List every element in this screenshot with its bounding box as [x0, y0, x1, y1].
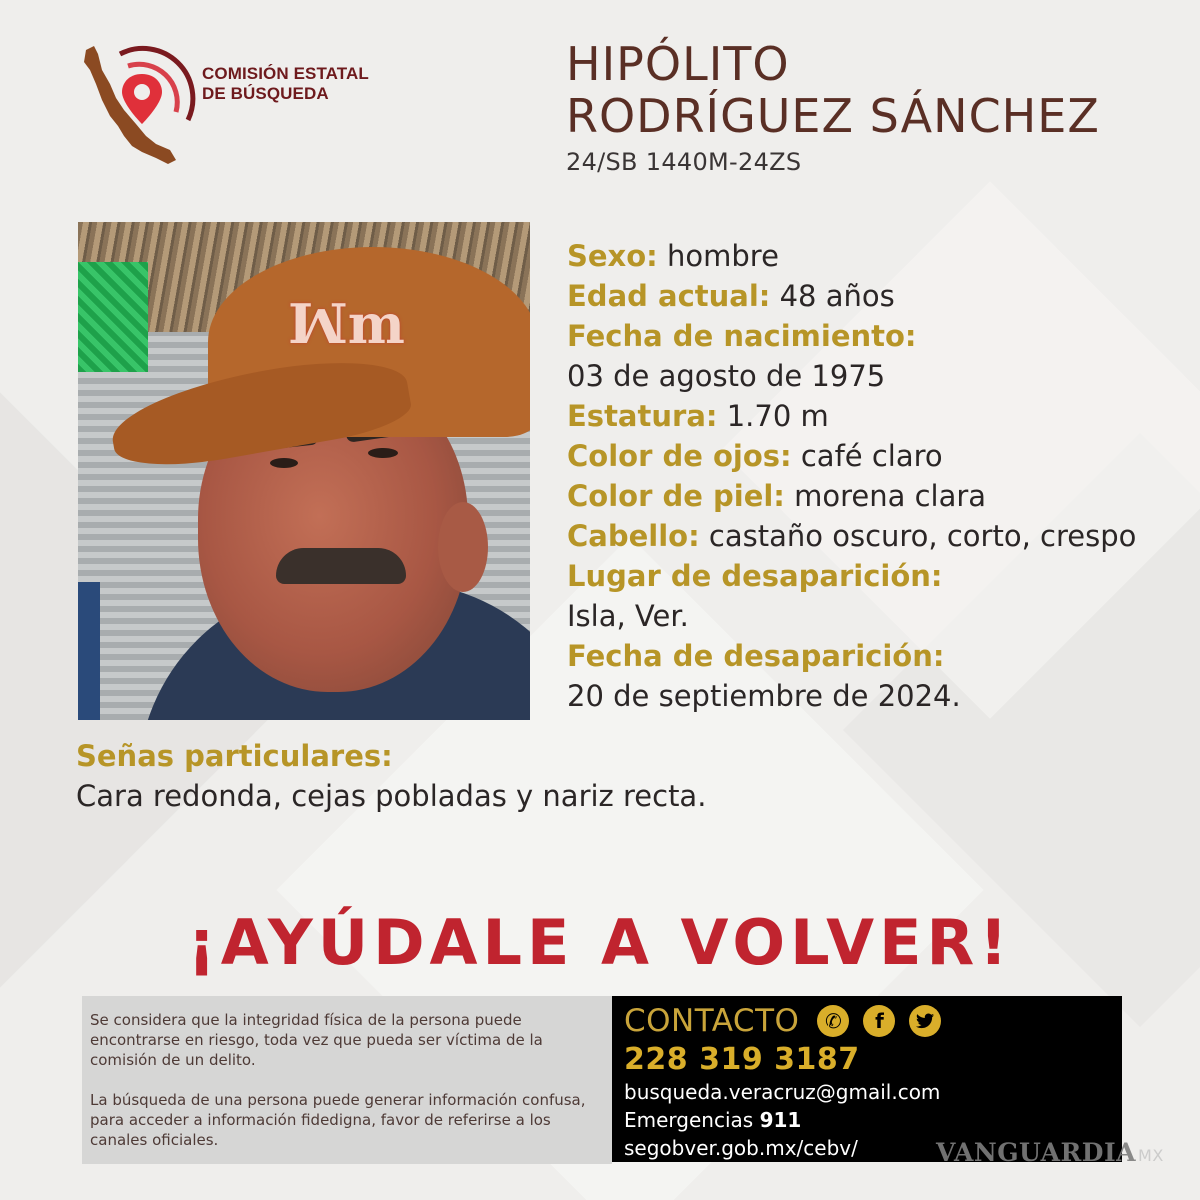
organization-logo — [80, 40, 410, 170]
detail-hair: Cabello: castaño oscuro, corto, crespo — [567, 519, 1137, 553]
person-name-header — [566, 38, 1100, 176]
detail-age: Edad actual: 48 años — [567, 279, 895, 313]
detail-disappearance-place-value: Isla, Ver. — [567, 599, 689, 633]
veracruz-map-pin-icon — [80, 40, 200, 170]
contact-title: CONTACTO — [624, 1003, 800, 1039]
contact-phone-number[interactable]: 228 319 3187 — [624, 1042, 860, 1077]
detail-disappearance-date-value: 20 de septiembre de 2024. — [567, 679, 961, 713]
watermark: VANGUARDIA MX — [936, 1138, 1164, 1167]
detail-birthdate-label: Fecha de nacimiento: — [567, 319, 917, 353]
detail-sex: Sexo: hombre — [567, 239, 779, 273]
missing-person-photo: ꟽm — [78, 222, 530, 720]
person-last-names: RODRÍGUEZ SÁNCHEZ — [566, 89, 1100, 143]
emergency-line: Emergencias 911 — [624, 1108, 802, 1132]
detail-disappearance-date-label: Fecha de desaparición: — [567, 639, 945, 673]
contact-website[interactable]: segobver.gob.mx/cebv/ — [624, 1136, 858, 1160]
contact-email[interactable]: busqueda.veracruz@gmail.com — [624, 1080, 941, 1104]
facebook-icon[interactable]: f — [863, 1005, 895, 1037]
twitter-bird-glyph — [916, 1013, 934, 1029]
disclaimer-paragraph: La búsqueda de una persona puede generar información confusa, para acceder a información fidedigna, favor de referirse a los canales oficiales. — [90, 1091, 586, 1149]
slogan-heading: ¡AYÚDALE A VOLVER! — [187, 906, 1013, 979]
distinguishing-marks-label: Señas particulares: — [76, 739, 393, 773]
person-first-name: HIPÓLITO — [566, 37, 790, 91]
disclaimer-paragraph: Se considera que la integridad física de la persona puede encontrarse en riesgo, toda vez que pueda ser víctima de la comisión de un delito. — [90, 1011, 543, 1069]
contact-header — [624, 1000, 1122, 1042]
organization-name: COMISIÓN ESTATAL DE BÚSQUEDA — [202, 64, 369, 103]
person-details — [567, 236, 1187, 716]
disclaimer-box — [82, 996, 612, 1164]
emergency-number[interactable]: 911 — [759, 1108, 802, 1132]
distinguishing-marks — [76, 736, 706, 816]
detail-birthdate-value: 03 de agosto de 1975 — [567, 359, 886, 393]
phone-icon[interactable]: ✆ — [817, 1005, 849, 1037]
detail-eye-color: Color de ojos: café claro — [567, 439, 943, 473]
distinguishing-marks-value: Cara redonda, cejas pobladas y nariz recta. — [76, 779, 707, 813]
twitter-icon[interactable] — [909, 1005, 941, 1037]
detail-disappearance-place-label: Lugar de desaparición: — [567, 559, 943, 593]
detail-height: Estatura: 1.70 m — [567, 399, 829, 433]
case-id: 24/SB 1440M-24ZS — [566, 148, 802, 176]
detail-skin-color: Color de piel: morena clara — [567, 479, 987, 513]
